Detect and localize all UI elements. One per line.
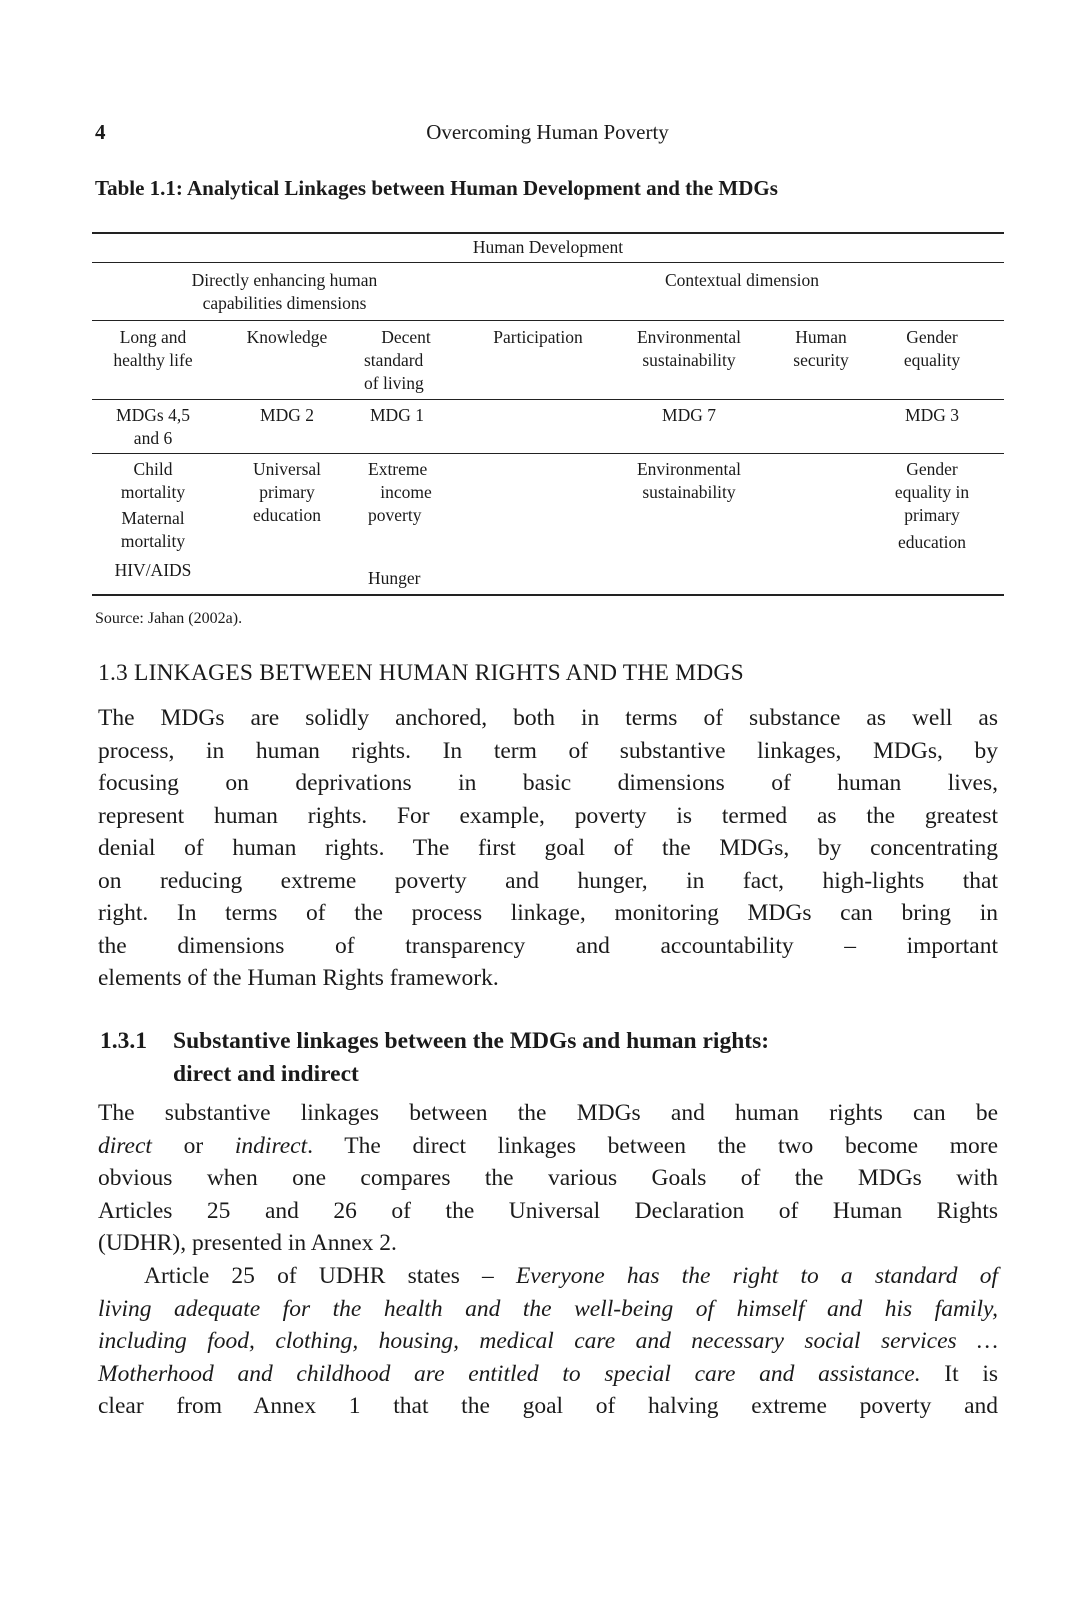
col-header-line: standard <box>364 350 424 370</box>
paragraph-line: right. In terms of the process linkage, monitoring MDGs can bring in <box>98 900 998 926</box>
col-header-line: Participation <box>493 327 583 347</box>
text-run: It is <box>920 1360 999 1387</box>
mdg-cell-3: MDG 3 <box>905 405 959 425</box>
group-header-contextual: Contextual dimension <box>664 270 820 290</box>
col-header-line: healthy life <box>113 350 193 370</box>
table-caption: Table 1.1: Analytical Linkages between Human Development and the MDGs <box>95 176 778 200</box>
paragraph-line: elements of the Human Rights framework. <box>98 965 499 991</box>
col-header-line: of living <box>364 373 424 393</box>
paragraph-line: The MDGs are solidly anchored, both in terms of substance as well as <box>98 705 998 731</box>
paragraph-line <box>98 1130 998 1163</box>
target-line: mortality <box>120 531 186 551</box>
table-rule <box>92 262 1004 263</box>
col-header-knowledge <box>222 326 352 349</box>
group-header-direct <box>92 269 477 315</box>
table-bottom-rule <box>92 594 1004 596</box>
col-header-line: Long and <box>119 327 187 347</box>
paragraph-line: process, in human rights. In term of substantive linkages, MDGs, by <box>98 737 998 764</box>
target-line: education <box>897 532 967 552</box>
targets-environment <box>610 458 768 504</box>
paragraph-line: obvious when one compares the various Goals of the MDGs with <box>98 1165 998 1191</box>
col-header-line: sustainability <box>642 350 736 370</box>
linkages-table <box>92 228 1004 598</box>
col-header-gender-equality <box>882 326 982 372</box>
target-line: income <box>380 482 432 502</box>
target-line: Hunger <box>368 568 421 588</box>
running-header <box>95 120 1000 150</box>
col-header-line: equality <box>903 350 961 370</box>
targets-poverty <box>368 458 444 590</box>
running-title: Overcoming Human Poverty <box>426 120 669 144</box>
targets-gender <box>882 458 982 554</box>
paragraph-line: represent human rights. For example, poverty is termed as the greatest <box>98 802 998 829</box>
text-run: Article 25 of UDHR states – <box>144 1263 516 1289</box>
col-header-human-security <box>776 326 866 372</box>
col-header-line: Human <box>795 327 847 347</box>
targets-health <box>92 458 214 582</box>
text-run: . The direct linkages between the two become more <box>307 1132 999 1159</box>
paragraph-line: on reducing extreme poverty and hunger, in fact, high-lights that <box>98 867 998 894</box>
target-line: mortality <box>120 482 186 502</box>
paragraph-line: Articles 25 and 26 of the Universal Declaration of Human Rights <box>98 1197 998 1224</box>
mdg-cell-4-5-6 <box>92 404 214 450</box>
paragraph-line <box>98 1325 998 1358</box>
paragraph-line: clear from Annex 1 that the goal of halving extreme poverty and <box>98 1393 998 1419</box>
col-header-line: Knowledge <box>246 327 328 347</box>
section-heading-line: direct and indirect <box>173 1061 359 1087</box>
table-top-rule <box>92 232 1004 234</box>
paragraph-line: (UDHR), presented in Annex 2. <box>98 1230 397 1256</box>
col-header-long-healthy-life <box>92 326 214 372</box>
section-1-3-1-paragraph-2 <box>98 1260 998 1423</box>
paragraph-line: the dimensions of transparency and accountability – important <box>98 932 998 959</box>
page-number: 4 <box>95 120 106 144</box>
target-line: HIV/AIDS <box>114 560 192 580</box>
section-heading-line: Substantive linkages between the MDGs and human rights: <box>173 1028 770 1054</box>
italic-term: indirect <box>234 1132 308 1159</box>
col-header-participation <box>470 326 606 349</box>
quotation: including food, clothing, housing, medical care and necessary social services … <box>98 1328 998 1354</box>
col-header-line: Decent <box>381 327 431 347</box>
col-header-environmental <box>610 326 768 372</box>
group-header-direct-line: capabilities dimensions <box>202 293 367 313</box>
target-line: primary <box>259 482 315 502</box>
section-1-3-1-paragraph-1 <box>98 1097 998 1260</box>
target-line: Extreme <box>368 459 428 479</box>
target-line: primary <box>904 505 960 525</box>
paragraph-line: focusing on deprivations in basic dimensions of human lives, <box>98 770 998 796</box>
paragraph-line <box>98 1358 998 1391</box>
mdg-cell-7: MDG 7 <box>662 405 716 425</box>
target-line: equality in <box>894 482 970 502</box>
target-line: sustainability <box>642 482 736 502</box>
target-line: Child <box>133 459 173 479</box>
mdg-cell-line: and 6 <box>133 428 173 448</box>
target-line: Environmental <box>636 459 741 479</box>
table-rule <box>92 320 1004 321</box>
col-header-line: Environmental <box>636 327 741 347</box>
target-line: Maternal <box>121 508 185 528</box>
text-run: or <box>151 1132 235 1159</box>
col-header-line: security <box>793 350 849 370</box>
paragraph-line: denial of human rights. The first goal of the MDGs, by concentrating <box>98 835 998 861</box>
section-heading-1-3: 1.3 LINKAGES BETWEEN HUMAN RIGHTS AND THE MDGS <box>98 660 744 686</box>
section-number: 1.3.1 <box>100 1028 147 1054</box>
col-header-decent-standard <box>364 326 448 395</box>
target-line: Universal <box>252 459 322 479</box>
target-line: poverty <box>368 505 422 525</box>
quotation: Motherhood and childhood are entitled to special care and assistance. <box>98 1360 921 1387</box>
mdg-cell-line: MDGs 4,5 <box>116 405 190 425</box>
paragraph-line: The substantive linkages between the MDGs and human rights can be <box>98 1100 998 1126</box>
col-header-line: Gender <box>906 327 958 347</box>
paragraph-line <box>98 1260 998 1293</box>
target-line: education <box>252 505 322 525</box>
table-rule <box>92 453 1004 454</box>
targets-education <box>222 458 352 527</box>
mdg-cell-2: MDG 2 <box>260 405 314 425</box>
target-line: Gender <box>906 459 958 479</box>
section-1-3-paragraph <box>98 702 998 995</box>
quotation: living adequate for the health and the well-being of himself and his family, <box>98 1295 998 1322</box>
table-top-header: Human Development <box>472 237 624 257</box>
mdg-cell-1: MDG 1 <box>370 405 424 425</box>
group-header-direct-line: Directly enhancing human <box>191 270 378 290</box>
table-source: Source: Jahan (2002a). <box>95 610 243 627</box>
quotation: Everyone has the right to a standard of <box>515 1263 998 1289</box>
paragraph-line <box>98 1293 998 1326</box>
table-rule <box>92 399 1004 400</box>
italic-term: direct <box>98 1132 152 1159</box>
